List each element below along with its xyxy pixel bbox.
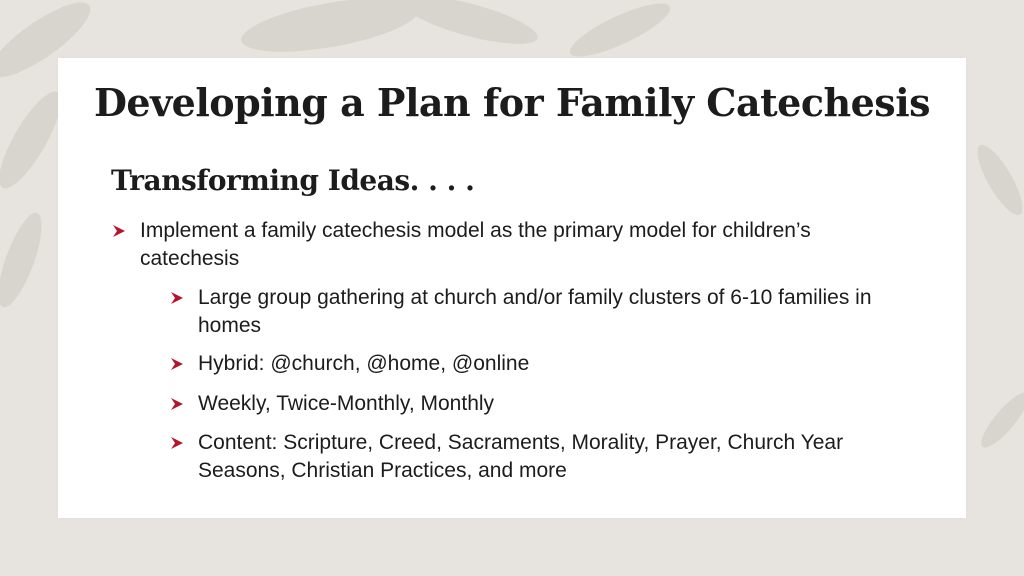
arrow-bullet-icon bbox=[170, 357, 184, 371]
sub-bullet-item bbox=[170, 390, 930, 418]
bullet-text: Implement a family catechesis model as the primary model for children’s catechesis bbox=[140, 219, 811, 270]
arrow-bullet-icon bbox=[170, 291, 184, 305]
sub-bullet-item bbox=[170, 284, 930, 340]
slide-subtitle: Transforming Ideas. . . . bbox=[111, 164, 475, 197]
bullet-text: Hybrid: @church, @home, @online bbox=[198, 352, 530, 375]
sub-bullet-item bbox=[170, 350, 930, 378]
arrow-bullet-icon bbox=[112, 224, 126, 238]
arrow-bullet-icon bbox=[170, 436, 184, 450]
bullet-item bbox=[112, 217, 852, 273]
slide-title: Developing a Plan for Family Catechesis bbox=[93, 80, 931, 125]
bullet-text: Weekly, Twice-Monthly, Monthly bbox=[198, 392, 495, 415]
sub-bullet-item bbox=[170, 429, 930, 485]
arrow-bullet-icon bbox=[170, 397, 184, 411]
bullet-text: Large group gathering at church and/or family clusters of 6-10 families in homes bbox=[198, 286, 872, 337]
bullet-text: Content: Scripture, Creed, Sacraments, Morality, Prayer, Church Year Seasons, Christian Practices, and more bbox=[198, 431, 844, 482]
